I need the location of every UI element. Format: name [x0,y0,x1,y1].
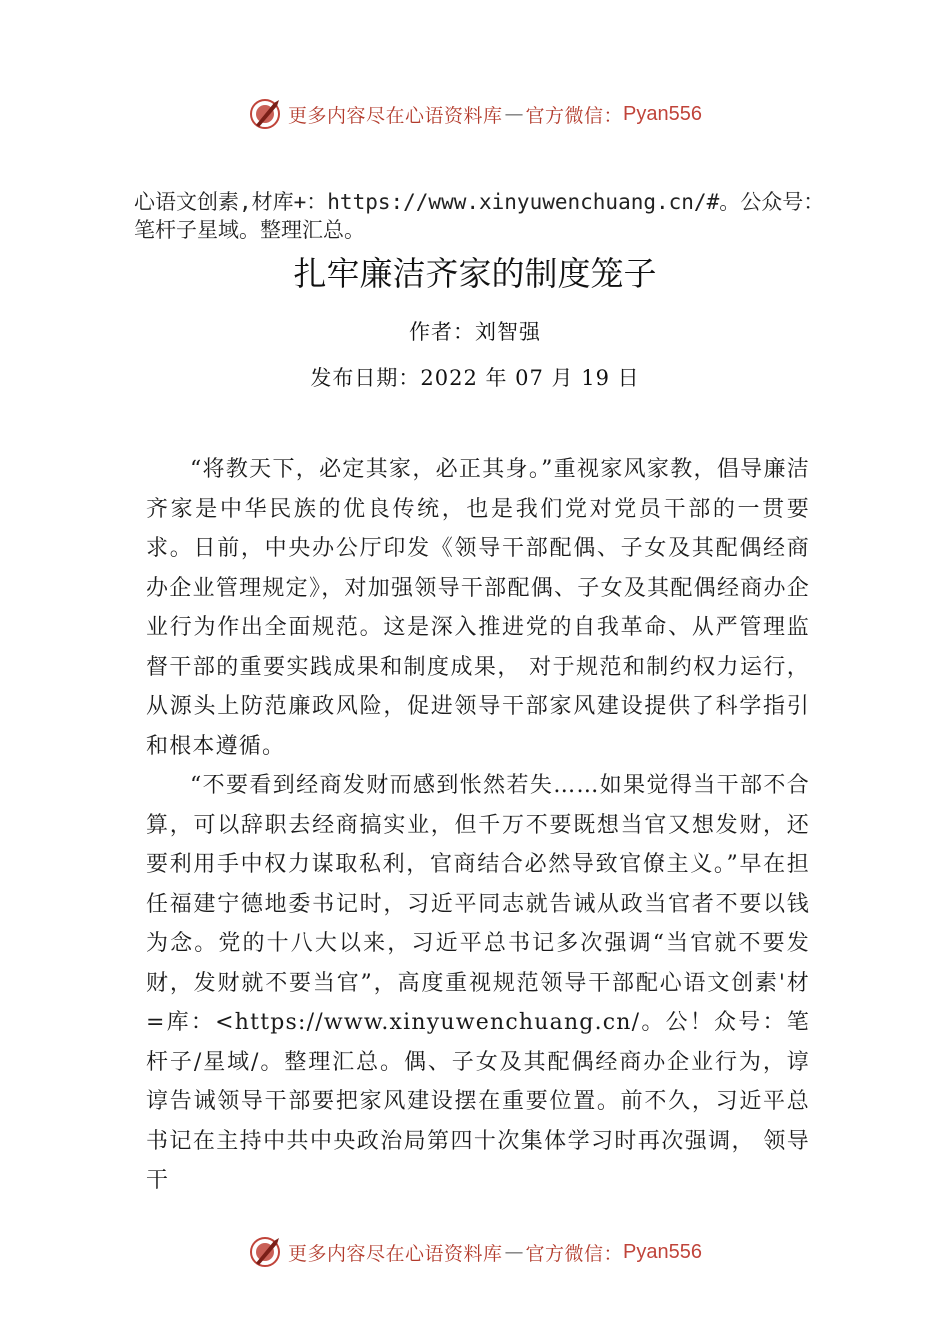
article-body [146,450,810,1201]
article-author: 作者：刘智强 [409,320,541,344]
banner-separator: — [504,103,524,125]
source-line: 心语文创素,材库+：https://www.xinyuwenchuang.cn/#。公众号：笔杆子星域。整理汇总。 [134,190,825,242]
header-banner [0,94,950,134]
banner-account: Pyan556 [623,1240,702,1263]
banner-label: 官方微信： [525,104,624,127]
quill-logo-icon [248,1235,282,1269]
banner-separator: — [504,1241,524,1263]
banner-text: 更多内容尽在心语资料库 [288,1242,503,1265]
article-title: 扎牢廉洁齐家的制度笼子 [293,254,657,293]
banner-text: 更多内容尽在心语资料库 [288,104,503,127]
banner-account: Pyan556 [623,102,702,125]
footer-banner [0,1232,950,1272]
quill-logo-icon [248,97,282,131]
paragraph: “不要看到经商发财而感到怅然若失……如果觉得当干部不合算，可以辞职去经商搞实业，但千万不要既想当官又想发财，还要利用手中权力谋取私利，官商结合必然导致官僚主义。”早在担任福建宁德地委书记时，习近平同志就告诫从政当官者不要以钱为念。党的十八大以来，习近平总书记多次强调“当官就不要发财，发财就不要当官”，高度重视规范领导干部配心语文创素'材=库：<https://www.xinyuwenchuang.cn/。公！众号：笔杆子/星域/。整理汇总。偶、子女及其配偶经商办企业行为，谆谆告诫领导干部要把家风建设摆在重要位置。前不久，习近平总书记在主持中共中央政治局第四十次集体学习时再次强调， 领导干 [146,773,810,1193]
banner-label: 官方微信： [525,1242,624,1265]
paragraph: “将教天下，必定其家，必正其身。”重视家风家教，倡导廉洁齐家是中华民族的优良传统，也是我们党对党员干部的一贯要求。日前，中央办公厅印发《领导干部配偶、子女及其配偶经商办企业管理规定》，对加强领导干部配偶、子女及其配偶经商办企业行为作出全面规范。这是深入推进党的自我革命、从严管理监督干部的重要实践成果和制度成果， 对于规范和制约权力运行，从源头上防范廉政风险，促进领导干部家风建设提供了科学指引和根本遵循。 [146,457,810,759]
article-date: 发布日期：2022 年 07 月 19 日 [310,366,640,390]
